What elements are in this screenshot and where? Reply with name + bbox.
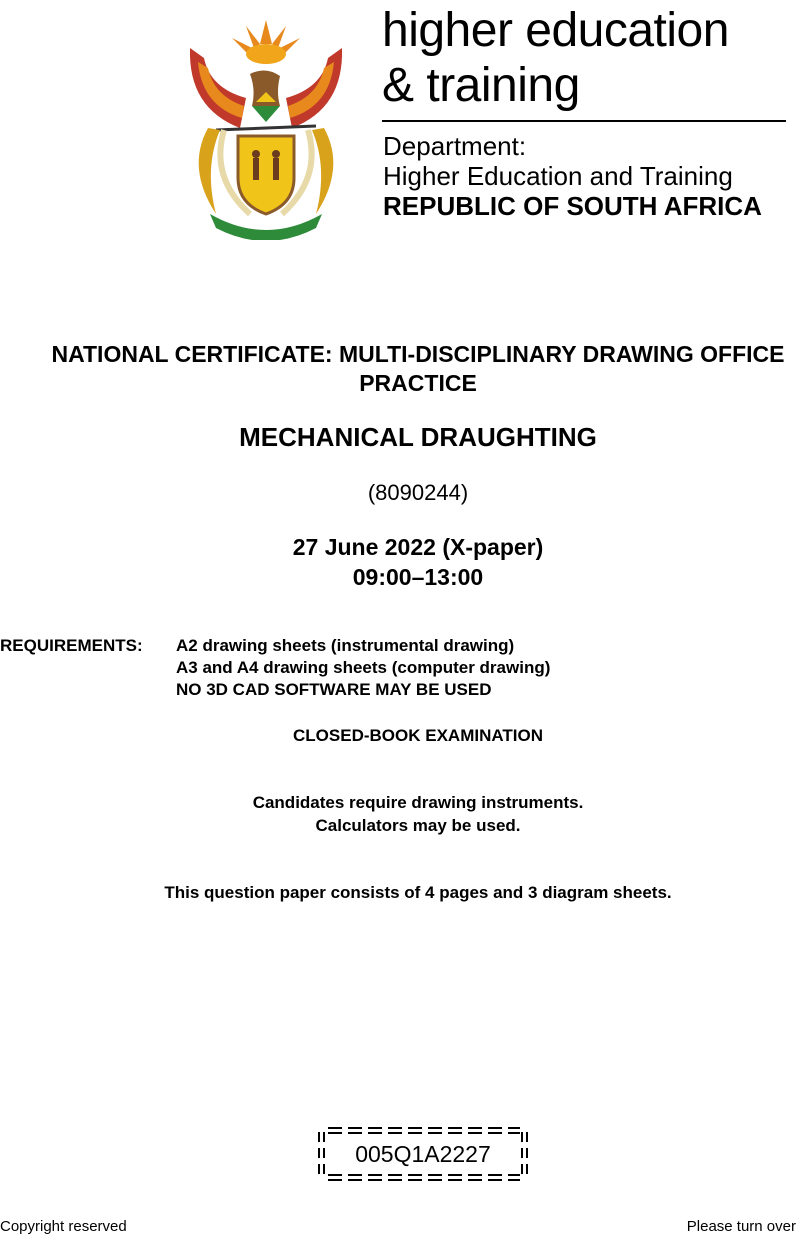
copyright-notice: Copyright reserved [0, 1218, 127, 1235]
coat-of-arms-icon [180, 18, 352, 240]
paper-code: 005Q1A2227 [355, 1141, 491, 1167]
subject-title: MECHANICAL DRAUGHTING [239, 422, 597, 452]
department-name: Higher Education and Training [383, 161, 733, 191]
instruments-note: Candidates require drawing instruments. [252, 793, 584, 812]
department-label: Department: [383, 131, 527, 161]
brand-line-2: & training [382, 59, 580, 112]
exam-type: CLOSED-BOOK EXAMINATION [293, 726, 543, 745]
calculators-note: Calculators may be used. [315, 816, 521, 835]
certificate-title: NATIONAL CERTIFICATE: MULTI-DISCIPLINARY DRAWING OFFICE PRACTICE [51, 341, 785, 396]
requirement-item: NO 3D CAD SOFTWARE MAY BE USED [176, 680, 492, 699]
turn-over-note: Please turn over [686, 1218, 796, 1235]
requirement-item: A3 and A4 drawing sheets (computer drawing) [176, 658, 551, 677]
brand-line-1: higher education [382, 4, 729, 57]
brand-divider [382, 120, 786, 122]
country-name: REPUBLIC OF SOUTH AFRICA [383, 191, 762, 221]
exam-time: 09:00–13:00 [352, 564, 484, 590]
subject-code: (8090244) [367, 480, 469, 505]
requirements-label: REQUIREMENTS: [0, 636, 143, 655]
paper-length-note: This question paper consists of 4 pages and 3 diagram sheets. [164, 883, 672, 902]
requirement-item: A2 drawing sheets (instrumental drawing) [176, 636, 515, 655]
exam-date: 27 June 2022 (X-paper) [292, 534, 544, 560]
